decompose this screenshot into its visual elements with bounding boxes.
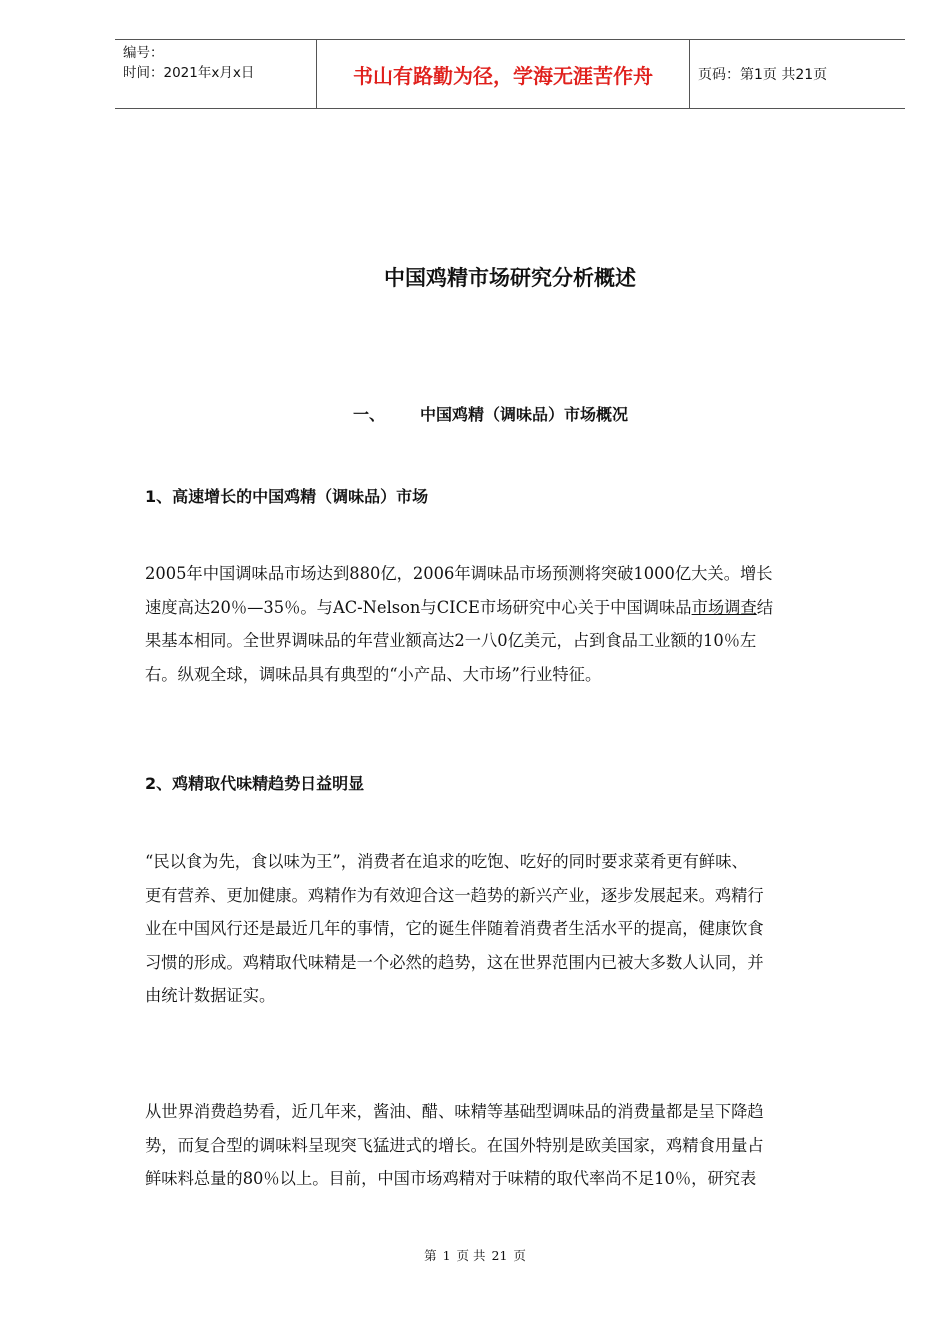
- paragraph-line: 鲜味料总量的80％以上。目前，中国市场鸡精对于味精的取代率尚不足10％，研究表: [145, 1169, 757, 1188]
- paragraph-line: [145, 591, 873, 625]
- paragraph-line: 势，而复合型的调味料呈现突飞猛进式的增长。在国外特别是欧美国家，鸡精食用量占: [145, 1135, 764, 1155]
- page-label: 页码：第1页 共21页: [698, 67, 828, 83]
- paragraph-3: [145, 1095, 873, 1196]
- paragraph-text: 速度高达20％—35％。与AC-Nelson与CICE市场研究中心关于中国调味品: [145, 597, 692, 617]
- section-title: 中国鸡精（调味品）市场概况: [420, 405, 629, 424]
- header-table: [115, 39, 905, 109]
- time-label: 时间：2021年x月x日: [123, 65, 255, 81]
- header-meta-cell: [115, 40, 316, 108]
- paragraph-line: 业在中国风行还是最近几年的事情，它的诞生伴随着消费者生活水平的提高，健康饮食: [145, 919, 764, 938]
- footer-suffix: 页: [513, 1248, 526, 1263]
- number-label: 编号：: [123, 45, 164, 61]
- paragraph-line: 从世界消费趋势看，近几年来，酱油、醋、味精等基础型调味品的消费量都是呈下降趋: [145, 1102, 764, 1121]
- footer-prefix: 第: [424, 1248, 437, 1263]
- paragraph-line: 右。纵观全球，调味品具有典型的“小产品、大市场”行业特征。: [145, 664, 602, 684]
- footer-middle: 页 共: [456, 1248, 486, 1263]
- market-survey-link[interactable]: 市场调查: [691, 597, 757, 617]
- footer-page-number: 1: [442, 1248, 451, 1263]
- subheading-2: 2、鸡精取代味精趋势日益明显: [145, 774, 365, 793]
- subheading-1: 1、高速增长的中国鸡精（调味品）市场: [145, 487, 429, 506]
- document-title: 中国鸡精市场研究分析概述: [384, 266, 636, 290]
- header-page-cell: [690, 40, 905, 108]
- paragraph-line: 果基本相同。全世界调味品的年营业额高达2一八0亿美元，占到食品工业额的10％左: [145, 631, 757, 650]
- paragraph-line: 更有营养、更加健康。鸡精作为有效迎合这一趋势的新兴产业，逐步发展起来。鸡精行: [145, 885, 764, 905]
- motto: 书山有路勤为径，学海无涯苦作舟: [353, 63, 653, 88]
- header-motto-cell: [316, 40, 690, 108]
- paragraph-line: “民以食为先，食以味为王”，消费者在追求的吃饱、吃好的同时要求菜肴更有鲜味、: [145, 852, 748, 871]
- paragraph-1: [145, 557, 873, 691]
- paragraph-text: 结: [756, 597, 774, 617]
- section-number: 一、: [353, 405, 386, 424]
- footer-total-pages: 21: [491, 1248, 508, 1263]
- section-heading: [353, 402, 628, 425]
- paragraph-line: 习惯的形成。鸡精取代味精是一个必然的趋势，这在世界范围内已被大多数人认同，并: [145, 952, 764, 972]
- paragraph-line: 2005年中国调味品市场达到880亿，2006年调味品市场预测将突破1000亿大关。增长: [145, 564, 773, 583]
- paragraph-2: [145, 845, 873, 1013]
- page-footer: [0, 1246, 950, 1264]
- paragraph-line: 由统计数据证实。: [145, 986, 276, 1005]
